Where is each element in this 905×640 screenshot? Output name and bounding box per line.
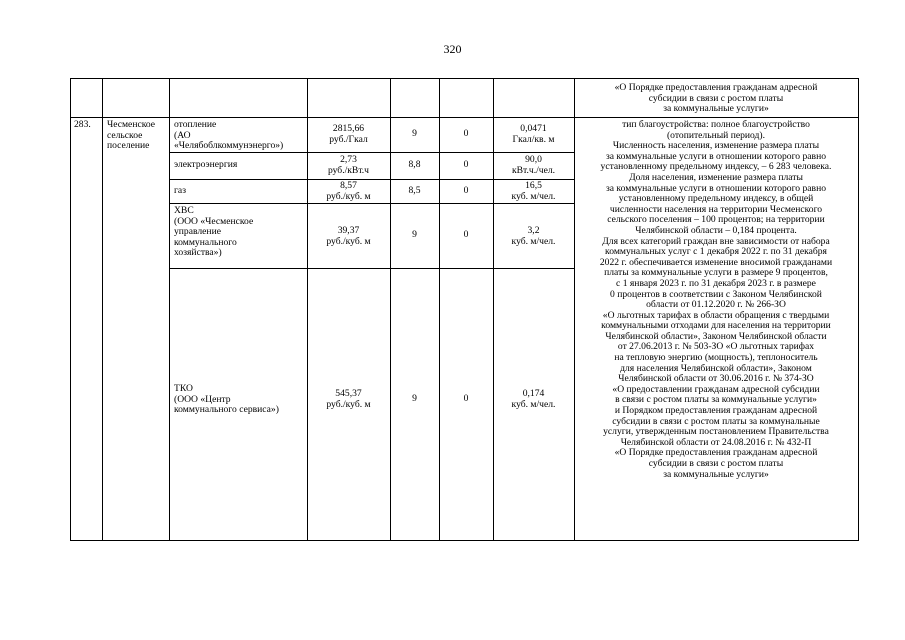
service-row-divider [169,203,574,204]
change-value: 0 [463,185,469,196]
service-name: газ [174,185,186,196]
table-border-bottom [70,540,859,541]
index-value: 8,5 [408,185,421,196]
service-row-divider [169,268,574,269]
change-value: 0 [463,159,469,170]
change-value: 0 [463,393,469,404]
service-name: отопление (АО «Челябоблкоммунэнерго») [174,119,284,152]
norm-value: 0,0471 Гкал/кв. м [512,123,555,145]
column-divider [439,78,440,541]
service-name: ХВС (ООО «Чесменское управление коммунального хозяйства») [174,205,254,259]
service-row-divider [169,179,574,180]
service-name: ТКО (ООО «Центр коммунального сервиса») [174,383,279,416]
tariff-value: 2815,66 руб./Гкал [329,123,368,145]
service-row-divider [169,152,574,153]
change-value: 0 [463,128,469,139]
column-divider [390,78,391,541]
service-name: электроэнергия [174,159,238,170]
norm-value: 16,5 куб. м/чел. [511,180,556,202]
table-border-right [858,78,859,541]
table-border-left [70,78,71,541]
tariff-value: 545,37 руб./куб. м [326,388,371,410]
tariff-value: 2,73 руб./кВт.ч [327,154,370,176]
change-value: 0 [463,229,469,240]
page-number: 320 [443,42,462,56]
index-value: 9 [412,393,417,404]
index-value: 9 [412,128,417,139]
index-value: 8,8 [408,159,421,170]
tariff-value: 8,57 руб./куб. м [326,180,371,202]
norm-value: 0,174 куб. м/чел. [511,388,556,410]
norm-value: 3,2 куб. м/чел. [511,225,556,247]
norm-value: 90,0 кВт.ч./чел. [511,154,556,176]
legal-basis-continuation: «О Порядке предоставления гражданам адресной субсидии в связи с ростом платы за коммунальные услуги» [614,82,818,115]
column-divider [493,78,494,541]
column-divider [169,78,170,541]
column-divider [307,78,308,541]
table-border-top [70,78,859,79]
municipality-name: Чесменское сельское поселение [107,119,156,152]
legal-notes: тип благоустройства: полное благоустройство (отопительный период). Численность населения, изменение размера платы за коммунальные услуги в отношении которого равно установленному предельному индексу, – 6 283 человека. Доля населения, изменение размера платы за коммунальные услуги в отношении которого равно установленному предельному индексу, в общей численности населения на территории Чесменского сельского поселения – 100 процентов; на территории Челябинской области – 0,184 процента. Для всех категорий граждан вне зависимости от набора коммунальных услуг с 1 декабря 2022 г. по 31 декабря 2022 г. обеспечивается изменение вносимой гражданами платы за коммунальные услуги в размере 9 процентов, с 1 января 2023 г. по 31 декабря 2023 г. в размере 0 процентов в соответствии с Законом Челябинской области от 01.12.2020 г. № 266-ЗО «О льготных тарифах в области обращения с твердыми коммунальными отходами для населения на территории Челябинской области», Законом Челябинской области от 27.06.2013 г. № 503-ЗО «О льготных тарифах на тепловую энергию (мощность), теплоноситель для населения Челябинской области», Законом Челябинской области от 30.06.2016 г. № 374-ЗО «О предоставлении гражданам адресной субсидии в связи с ростом платы за коммунальные услуги» и Порядком предоставления гражданам адресной субсидии в связи с ростом платы за коммунальные услуги, утвержденным постановлением Правительства Челябинской области от 24.08.2016 г. № 432-П «О Порядке предоставления гражданам адресной субсидии в связи с ростом платы за коммунальные услуги» [599,119,833,480]
tariff-value: 39,37 руб./куб. м [326,225,371,247]
index-value: 9 [412,229,417,240]
table-row-divider [70,117,859,118]
row-number: 283. [74,119,91,130]
column-divider [102,78,103,541]
